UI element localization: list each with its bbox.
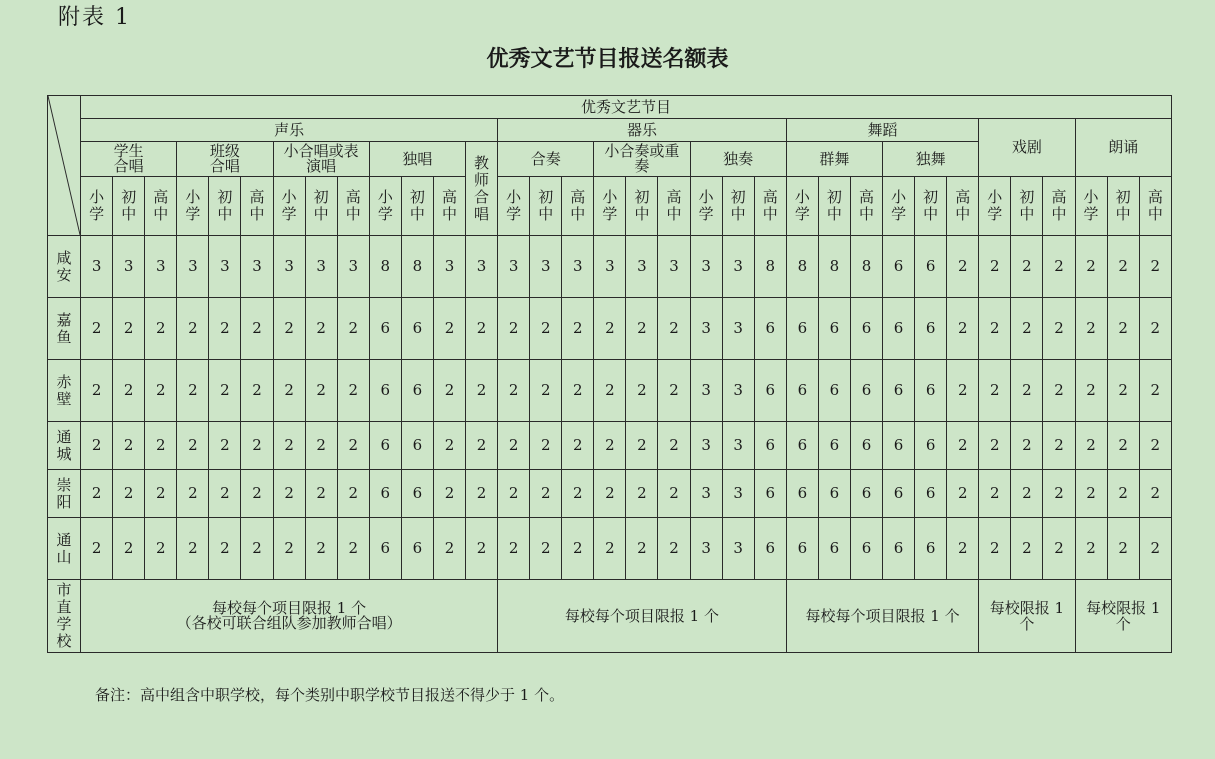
city-dance-note: 每校每个项目限报 1 个	[786, 580, 978, 653]
quota-cell: 2	[530, 518, 562, 580]
quota-cell: 8	[369, 236, 401, 298]
quota-cell: 2	[113, 470, 145, 518]
quota-cell: 2	[81, 422, 113, 470]
quota-cell: 2	[1139, 518, 1171, 580]
quota-cell: 2	[498, 518, 530, 580]
quota-cell: 2	[562, 298, 594, 360]
quota-cell: 2	[81, 298, 113, 360]
city-instrumental-note: 每校每个项目限报 1 个	[498, 580, 787, 653]
category-recitation: 朗诵	[1075, 119, 1172, 177]
quota-cell: 3	[337, 236, 369, 298]
quota-cell: 2	[305, 422, 337, 470]
quota-cell: 3	[690, 518, 722, 580]
level-senior: 高中	[1043, 177, 1075, 236]
quota-cell: 2	[433, 298, 465, 360]
quota-cell: 2	[530, 470, 562, 518]
quota-cell: 2	[626, 360, 658, 422]
sub-small-ensemble: 小合奏或重奏	[594, 142, 690, 177]
quota-cell: 2	[1075, 298, 1107, 360]
quota-cell: 6	[883, 422, 915, 470]
quota-cell: 6	[786, 518, 818, 580]
quota-cell: 2	[1043, 298, 1075, 360]
quota-cell: 6	[818, 422, 850, 470]
quota-cell: 3	[722, 236, 754, 298]
quota-cell: 2	[594, 518, 626, 580]
county-name: 通山	[48, 518, 81, 580]
quota-cell: 2	[1107, 360, 1139, 422]
sub-solo-singing: 独唱	[369, 142, 465, 177]
quota-cell: 2	[337, 422, 369, 470]
quota-cell: 6	[818, 298, 850, 360]
quota-cell: 2	[177, 298, 209, 360]
quota-cell: 2	[979, 422, 1011, 470]
quota-cell: 2	[626, 422, 658, 470]
quota-cell: 3	[690, 298, 722, 360]
quota-cell: 2	[273, 298, 305, 360]
level-senior: 高中	[850, 177, 882, 236]
quota-cell: 3	[722, 422, 754, 470]
quota-cell: 2	[113, 360, 145, 422]
quota-cell: 6	[883, 518, 915, 580]
quota-cell: 2	[433, 360, 465, 422]
level-senior: 高中	[562, 177, 594, 236]
quota-cell: 2	[626, 298, 658, 360]
quota-cell: 2	[979, 360, 1011, 422]
quota-cell: 6	[786, 298, 818, 360]
quota-cell: 3	[690, 470, 722, 518]
level-primary: 小学	[786, 177, 818, 236]
quota-cell: 8	[850, 236, 882, 298]
quota-cell: 6	[401, 360, 433, 422]
quota-cell: 2	[498, 298, 530, 360]
quota-cell: 6	[915, 422, 947, 470]
quota-cell: 2	[1107, 236, 1139, 298]
level-senior: 高中	[754, 177, 786, 236]
quota-cell: 2	[1139, 422, 1171, 470]
quota-cell: 2	[81, 470, 113, 518]
quota-cell: 6	[850, 298, 882, 360]
quota-cell: 3	[658, 236, 690, 298]
quota-cell: 2	[1011, 470, 1043, 518]
quota-cell: 2	[241, 470, 273, 518]
level-primary: 小学	[81, 177, 113, 236]
quota-cell: 2	[562, 360, 594, 422]
level-senior: 高中	[947, 177, 979, 236]
quota-cell: 2	[241, 298, 273, 360]
quota-cell: 2	[209, 360, 241, 422]
quota-cell: 2	[466, 298, 498, 360]
quota-cell: 6	[786, 470, 818, 518]
county-name: 赤壁	[48, 360, 81, 422]
quota-cell: 6	[786, 422, 818, 470]
quota-cell: 2	[113, 298, 145, 360]
quota-cell: 6	[883, 236, 915, 298]
quota-cell: 2	[337, 518, 369, 580]
level-junior: 初中	[530, 177, 562, 236]
city-recitation-note: 每校限报 1 个	[1075, 580, 1172, 653]
quota-cell: 3	[145, 236, 177, 298]
quota-cell: 8	[786, 236, 818, 298]
quota-cell: 2	[1043, 360, 1075, 422]
quota-cell: 2	[1075, 360, 1107, 422]
quota-cell: 3	[466, 236, 498, 298]
quota-cell: 6	[883, 360, 915, 422]
quota-cell: 2	[241, 360, 273, 422]
quota-cell: 6	[401, 422, 433, 470]
quota-table	[47, 95, 1172, 653]
quota-cell: 2	[979, 518, 1011, 580]
quota-cell: 3	[594, 236, 626, 298]
quota-cell: 2	[562, 518, 594, 580]
level-junior: 初中	[722, 177, 754, 236]
quota-cell: 6	[754, 298, 786, 360]
quota-cell: 2	[177, 518, 209, 580]
quota-cell: 2	[273, 518, 305, 580]
quota-cell: 2	[1043, 518, 1075, 580]
quota-cell: 2	[466, 360, 498, 422]
quota-cell: 6	[915, 360, 947, 422]
quota-cell: 2	[947, 470, 979, 518]
quota-cell: 6	[818, 360, 850, 422]
table-row	[48, 298, 1172, 360]
category-drama: 戏剧	[979, 119, 1075, 177]
quota-cell: 2	[1107, 470, 1139, 518]
quota-cell: 2	[658, 518, 690, 580]
quota-cell: 2	[145, 422, 177, 470]
quota-cell: 3	[81, 236, 113, 298]
level-primary: 小学	[594, 177, 626, 236]
quota-cell: 2	[1011, 360, 1043, 422]
quota-cell: 2	[433, 470, 465, 518]
sub-teacher-choir: 教师合唱	[466, 142, 498, 236]
quota-cell: 6	[850, 470, 882, 518]
county-name: 咸安	[48, 236, 81, 298]
table-row	[48, 518, 1172, 580]
quota-cell: 2	[466, 470, 498, 518]
level-junior: 初中	[401, 177, 433, 236]
quota-cell: 2	[241, 422, 273, 470]
table-row	[48, 360, 1172, 422]
quota-cell: 2	[947, 360, 979, 422]
quota-cell: 2	[594, 360, 626, 422]
quota-cell: 2	[658, 422, 690, 470]
quota-cell: 8	[401, 236, 433, 298]
quota-cell: 2	[594, 470, 626, 518]
quota-cell: 2	[1107, 298, 1139, 360]
quota-cell: 2	[658, 360, 690, 422]
quota-cell: 3	[722, 518, 754, 580]
quota-cell: 2	[1075, 422, 1107, 470]
quota-cell: 3	[177, 236, 209, 298]
quota-cell: 6	[883, 470, 915, 518]
attachment-label: 附表 1	[58, 5, 131, 30]
level-primary: 小学	[690, 177, 722, 236]
level-primary: 小学	[883, 177, 915, 236]
sub-group-dance: 群舞	[786, 142, 882, 177]
quota-cell: 3	[305, 236, 337, 298]
quota-cell: 2	[1043, 470, 1075, 518]
level-senior: 高中	[241, 177, 273, 236]
city-schools-row	[48, 580, 1172, 653]
quota-cell: 2	[1139, 236, 1171, 298]
quota-cell: 2	[530, 360, 562, 422]
sub-small-choir: 小合唱或表演唱	[273, 142, 369, 177]
page-title: 优秀文艺节目报送名额表	[486, 47, 729, 72]
footnote: 备注：高中组含中职学校，每个类别中职学校节目报送不得少于 1 个。	[95, 686, 565, 704]
level-senior: 高中	[433, 177, 465, 236]
quota-cell: 6	[883, 298, 915, 360]
quota-cell: 2	[530, 422, 562, 470]
quota-cell: 2	[1075, 518, 1107, 580]
quota-cell: 2	[562, 422, 594, 470]
quota-cell: 2	[979, 470, 1011, 518]
sub-student-choir: 学生合唱	[81, 142, 177, 177]
quota-cell: 2	[979, 298, 1011, 360]
quota-cell: 2	[177, 470, 209, 518]
sub-solo-dance: 独舞	[883, 142, 979, 177]
quota-cell: 3	[209, 236, 241, 298]
category-instrumental: 器乐	[498, 119, 787, 142]
city-drama-note: 每校限报 1 个	[979, 580, 1075, 653]
quota-cell: 2	[466, 518, 498, 580]
level-primary: 小学	[498, 177, 530, 236]
quota-cell: 2	[305, 298, 337, 360]
quota-cell: 6	[915, 298, 947, 360]
quota-cell: 3	[113, 236, 145, 298]
quota-cell: 6	[401, 518, 433, 580]
city-schools-name: 市直学校	[48, 580, 81, 653]
level-junior: 初中	[113, 177, 145, 236]
quota-cell: 2	[273, 470, 305, 518]
quota-cell: 2	[1011, 422, 1043, 470]
quota-cell: 3	[241, 236, 273, 298]
quota-cell: 2	[1107, 518, 1139, 580]
quota-cell: 2	[1139, 298, 1171, 360]
table-row	[48, 422, 1172, 470]
sub-solo-instrument: 独奏	[690, 142, 786, 177]
quota-cell: 6	[754, 518, 786, 580]
quota-cell: 2	[209, 298, 241, 360]
quota-cell: 6	[850, 422, 882, 470]
level-primary: 小学	[273, 177, 305, 236]
quota-cell: 2	[1075, 470, 1107, 518]
quota-cell: 2	[209, 518, 241, 580]
quota-cell: 6	[850, 518, 882, 580]
level-senior: 高中	[1139, 177, 1171, 236]
category-dance: 舞蹈	[786, 119, 978, 142]
quota-cell: 2	[466, 422, 498, 470]
quota-cell: 3	[273, 236, 305, 298]
quota-cell: 3	[722, 298, 754, 360]
quota-cell: 2	[530, 298, 562, 360]
quota-cell: 2	[947, 236, 979, 298]
level-junior: 初中	[626, 177, 658, 236]
quota-cell: 3	[690, 236, 722, 298]
quota-cell: 2	[1075, 236, 1107, 298]
quota-cell: 6	[786, 360, 818, 422]
quota-cell: 8	[818, 236, 850, 298]
quota-cell: 3	[722, 360, 754, 422]
quota-cell: 6	[401, 470, 433, 518]
quota-cell: 2	[658, 470, 690, 518]
quota-cell: 2	[498, 360, 530, 422]
quota-cell: 2	[241, 518, 273, 580]
quota-cell: 6	[915, 518, 947, 580]
level-junior: 初中	[209, 177, 241, 236]
quota-cell: 6	[369, 360, 401, 422]
header-top: 优秀文艺节目	[81, 96, 1172, 119]
quota-cell: 6	[369, 298, 401, 360]
quota-cell: 2	[594, 298, 626, 360]
table-row	[48, 236, 1172, 298]
quota-cell: 2	[177, 360, 209, 422]
quota-cell: 2	[433, 422, 465, 470]
quota-cell: 6	[754, 360, 786, 422]
quota-cell: 2	[305, 360, 337, 422]
level-primary: 小学	[369, 177, 401, 236]
quota-cell: 3	[498, 236, 530, 298]
header-corner-cell	[48, 96, 81, 236]
county-name: 通城	[48, 422, 81, 470]
quota-cell: 2	[337, 298, 369, 360]
quota-cell: 2	[498, 422, 530, 470]
quota-cell: 3	[690, 422, 722, 470]
quota-cell: 2	[145, 470, 177, 518]
quota-cell: 2	[626, 518, 658, 580]
level-junior: 初中	[818, 177, 850, 236]
quota-cell: 2	[1043, 422, 1075, 470]
county-name: 崇阳	[48, 470, 81, 518]
quota-cell: 6	[369, 422, 401, 470]
city-vocal-note: 每校每个项目限报 1 个 （各校可联合组队参加教师合唱）	[81, 580, 498, 653]
quota-cell: 2	[305, 470, 337, 518]
quota-cell: 3	[433, 236, 465, 298]
quota-cell: 2	[947, 518, 979, 580]
quota-cell: 2	[433, 518, 465, 580]
level-primary: 小学	[177, 177, 209, 236]
level-junior: 初中	[1107, 177, 1139, 236]
quota-cell: 2	[1043, 236, 1075, 298]
quota-cell: 2	[1011, 236, 1043, 298]
quota-cell: 2	[498, 470, 530, 518]
quota-cell: 2	[594, 422, 626, 470]
quota-cell: 2	[1011, 298, 1043, 360]
county-name: 嘉鱼	[48, 298, 81, 360]
quota-cell: 2	[145, 298, 177, 360]
quota-cell: 2	[947, 422, 979, 470]
quota-cell: 2	[273, 422, 305, 470]
level-senior: 高中	[337, 177, 369, 236]
quota-cell: 2	[177, 422, 209, 470]
quota-cell: 2	[337, 470, 369, 518]
quota-cell: 6	[401, 298, 433, 360]
quota-cell: 2	[947, 298, 979, 360]
quota-cell: 6	[818, 518, 850, 580]
quota-cell: 2	[145, 360, 177, 422]
quota-cell: 3	[562, 236, 594, 298]
quota-cell: 6	[850, 360, 882, 422]
quota-cell: 2	[81, 518, 113, 580]
quota-cell: 2	[145, 518, 177, 580]
quota-cell: 2	[1139, 470, 1171, 518]
quota-cell: 6	[754, 470, 786, 518]
level-junior: 初中	[1011, 177, 1043, 236]
quota-cell: 6	[754, 422, 786, 470]
quota-cell: 2	[273, 360, 305, 422]
quota-cell: 3	[530, 236, 562, 298]
level-primary: 小学	[979, 177, 1011, 236]
quota-cell: 2	[1107, 422, 1139, 470]
quota-cell: 2	[209, 422, 241, 470]
quota-cell: 2	[81, 360, 113, 422]
quota-cell: 6	[369, 518, 401, 580]
category-vocal: 声乐	[81, 119, 498, 142]
quota-cell: 2	[305, 518, 337, 580]
quota-cell: 2	[1011, 518, 1043, 580]
level-senior: 高中	[658, 177, 690, 236]
quota-cell: 2	[113, 518, 145, 580]
quota-cell: 6	[369, 470, 401, 518]
quota-cell: 2	[1139, 360, 1171, 422]
table-row	[48, 470, 1172, 518]
quota-cell: 2	[209, 470, 241, 518]
quota-cell: 2	[626, 470, 658, 518]
sub-class-choir: 班级合唱	[177, 142, 273, 177]
quota-cell: 2	[113, 422, 145, 470]
quota-cell: 2	[562, 470, 594, 518]
quota-cell: 3	[626, 236, 658, 298]
quota-cell: 3	[722, 470, 754, 518]
level-junior: 初中	[305, 177, 337, 236]
level-senior: 高中	[145, 177, 177, 236]
level-junior: 初中	[915, 177, 947, 236]
quota-cell: 6	[915, 470, 947, 518]
diagonal-line	[48, 96, 80, 235]
sub-ensemble: 合奏	[498, 142, 594, 177]
quota-cell: 8	[754, 236, 786, 298]
level-primary: 小学	[1075, 177, 1107, 236]
quota-cell: 2	[979, 236, 1011, 298]
quota-cell: 2	[658, 298, 690, 360]
quota-cell: 6	[818, 470, 850, 518]
quota-cell: 3	[690, 360, 722, 422]
quota-cell: 6	[915, 236, 947, 298]
quota-cell: 2	[337, 360, 369, 422]
